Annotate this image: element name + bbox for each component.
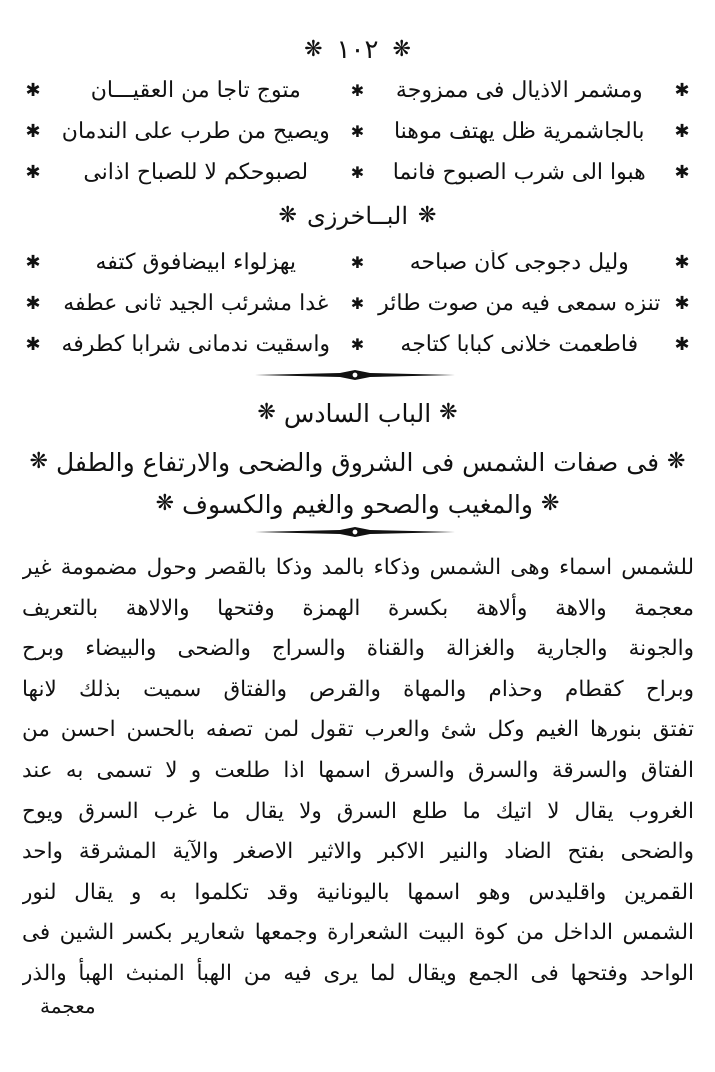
star-icon: ✱ — [25, 334, 41, 355]
star-icon: ✱ — [674, 121, 690, 142]
star-icon: ✱ — [25, 80, 41, 101]
section-divider — [255, 525, 455, 539]
verse-block-2 — [20, 242, 695, 365]
ornament-icon: ❋ — [29, 449, 48, 474]
text-line: وبراح كقطام وحذام والمهاة والقرص والفتاق سميت بذلك لانها — [22, 676, 694, 702]
text-line: معجمة والاهة وألاهة بكسرة الهمزة وفتحها والالاهة بالتعريف — [22, 595, 694, 621]
verse-line — [20, 283, 695, 324]
catchword: معجمة — [40, 994, 96, 1018]
star-icon: ✱ — [25, 121, 41, 142]
star-icon: ✱ — [350, 335, 365, 354]
text-line: الواحد وفتحها فى الجمع ويقال لما يرى فيه من الهبأ المنبث الهبأ والذر — [22, 960, 694, 986]
star-icon: ✱ — [674, 80, 690, 101]
page-number: ١٠٢ — [336, 35, 379, 65]
star-icon: ✱ — [674, 252, 690, 273]
star-icon: ✱ — [350, 81, 365, 100]
star-icon: ✱ — [25, 293, 41, 314]
verse-line — [20, 152, 695, 193]
hemistich-left: غدا مشرئب الجيد ثانى عطفه — [63, 291, 329, 316]
chapter-title — [0, 395, 715, 431]
chapter-subtitle-line-1: فى صفات الشمس فى الشروق والضحى والارتفاع والطفل — [55, 447, 660, 477]
text-line: للشمس اسماء وهى الشمس وذكاء بالمد وذكا بالقصر وحول مضمومة غير — [22, 555, 694, 580]
hemistich-left: يهزلواء ابيضافوق كتفه — [95, 250, 297, 275]
hemistich-left: متوج تاجا من العقيـــان — [90, 78, 301, 103]
star-icon: ✱ — [25, 162, 41, 183]
chapter-subtitle-line-2: والمغيب والصحو والغيم والكسوف — [182, 489, 533, 519]
hemistich-right: تنزه سمعى فيه من صوت طائر — [378, 291, 661, 316]
hemistich-right: بالجاشمرية ظل يهتف موهنا — [393, 119, 645, 144]
text-line: والجونة والجارية والغزالة والقناة والسراج والضحى والبيضاء وبرح — [22, 636, 694, 662]
hemistich-right: ومشمر الاذيال فى ممزوجة — [395, 78, 643, 103]
text-line: الفتاق والسرقة والسرق والسرق اسمها اذا طلعت و لا تسمى به عند — [22, 757, 694, 783]
star-icon: ✱ — [350, 253, 365, 272]
ornament-icon: ❋ — [257, 400, 276, 425]
ornament-icon: ❋ — [392, 37, 411, 62]
hemistich-right: وليل دجوجى كأن صباحه — [409, 250, 629, 275]
chapter-title-text: الباب السادس — [283, 398, 432, 428]
hemistich-left: واسقيت ندمانى شرابا كطرفه — [61, 332, 331, 357]
star-icon: ✱ — [674, 162, 690, 183]
section-divider — [255, 368, 455, 382]
verse-line — [20, 70, 695, 111]
text-line: القمرين واقليدس وهو اسمها باليونانية وقد تكلموا به و يقال لنور — [22, 879, 694, 905]
text-line: والضحى بفتح الضاد والنير الاكبر والاثير الاصغر والآية المشرقة واحد — [22, 839, 694, 865]
ornament-icon: ❋ — [304, 37, 323, 62]
ornament-icon: ❋ — [155, 491, 175, 516]
ornament-icon: ❋ — [278, 203, 297, 228]
hemistich-right: هبوا الى شرب الصبوح فانما — [392, 160, 646, 185]
star-icon: ✱ — [350, 122, 365, 141]
verse-line — [20, 324, 695, 365]
body-text — [22, 548, 694, 995]
star-icon: ✱ — [25, 252, 41, 273]
poet-name: البــاخرزى — [306, 202, 409, 230]
chapter-subtitle — [20, 485, 695, 523]
star-icon: ✱ — [350, 163, 365, 182]
text-line: الشمس الداخل من كوة البيت الشعرارة وجمعها شعارير بكسر الشين فى — [22, 920, 694, 946]
hemistich-left: ويصيح من طرب على الندمان — [61, 119, 330, 144]
ornament-icon: ❋ — [418, 203, 437, 228]
text-line: الغروب يقال لا اتيك ما طلع السرق ولا يقال ما غرب السرق ويوح — [22, 798, 694, 824]
ornament-icon: ❋ — [439, 400, 458, 425]
ornament-icon: ❋ — [667, 449, 686, 474]
star-icon: ✱ — [674, 293, 690, 314]
verse-line — [20, 242, 695, 283]
star-icon: ✱ — [350, 294, 365, 313]
ornament-icon: ❋ — [540, 491, 560, 516]
star-icon: ✱ — [674, 334, 690, 355]
verse-line — [20, 111, 695, 152]
text-line: تفتق بنورها الغيم وكل شئ والعرب تقول لمن تصفه بالحسن احسن من — [22, 717, 694, 743]
hemistich-left: لصبوحكم لا للصباح اذانى — [83, 160, 309, 185]
page-header — [0, 30, 715, 70]
chapter-subtitle — [20, 443, 695, 481]
hemistich-right: فاطعمت خلانى كبابا كتاجه — [400, 332, 639, 357]
verse-block-1 — [20, 70, 695, 193]
poet-heading — [0, 196, 715, 236]
